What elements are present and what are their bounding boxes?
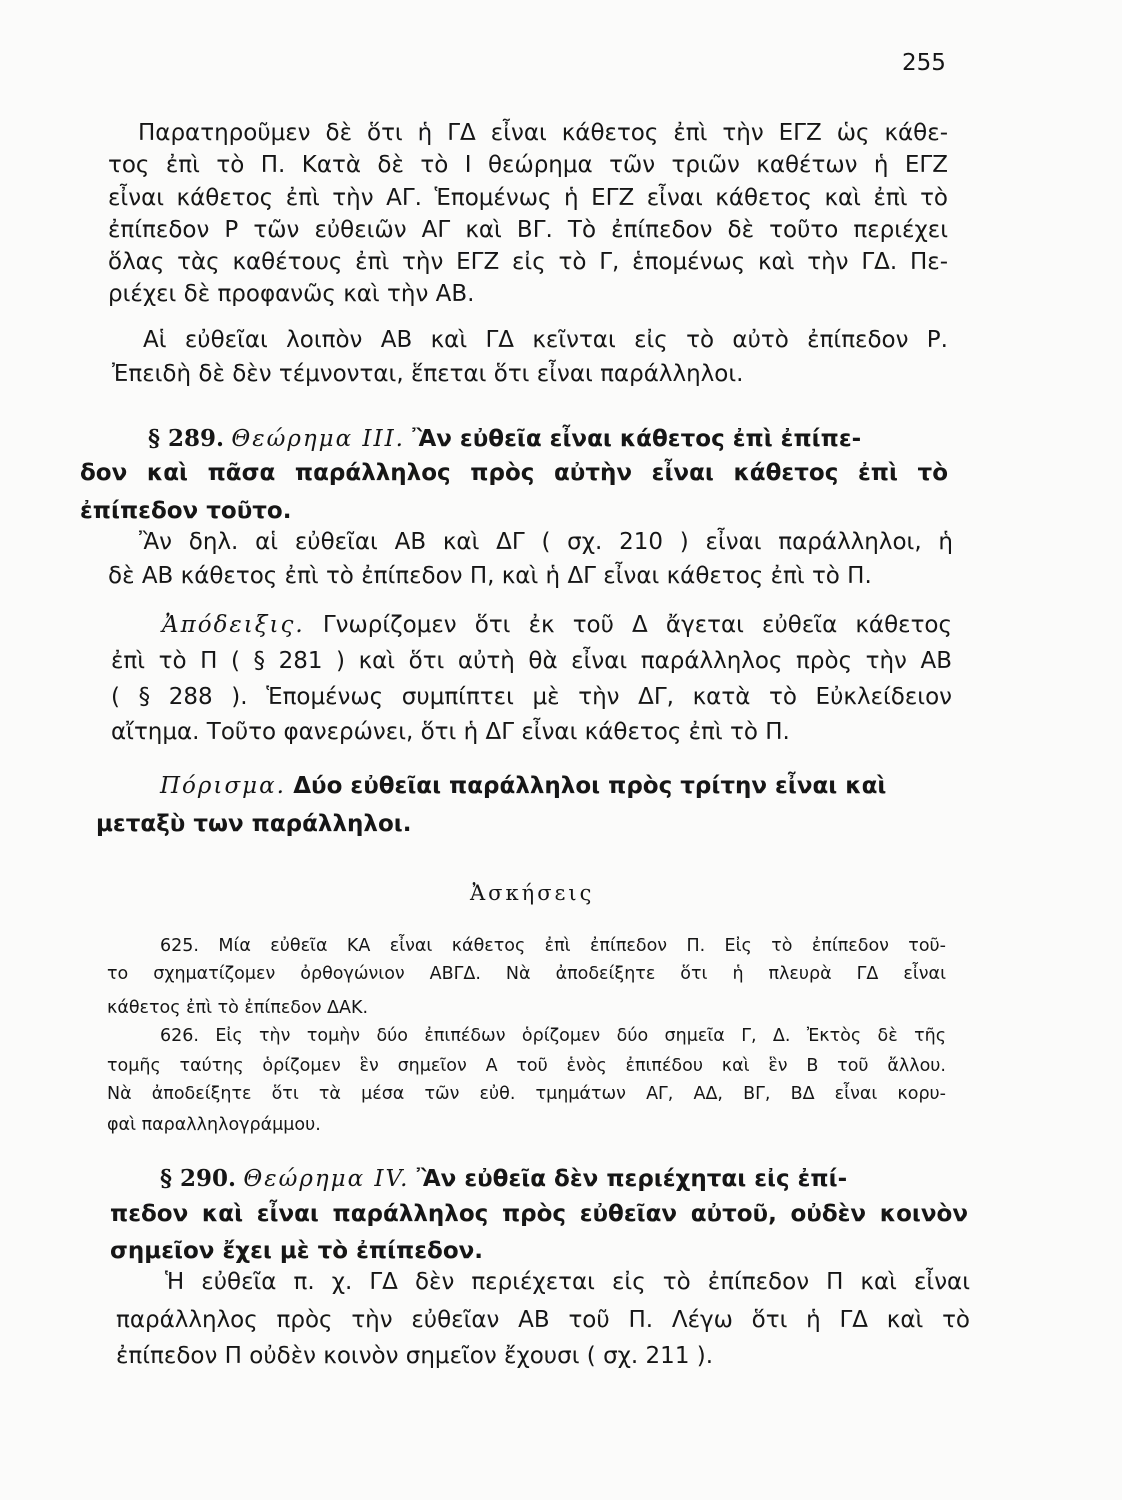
section-number: § 289.: [148, 425, 225, 452]
para2-line: Ἐπειδὴ δὲ δὲν τέμνονται, ἕπεται ὅτι εἶναι παράλληλοι.: [112, 361, 744, 387]
para1-line: τος ἐπὶ τὸ Π. Κατὰ δὲ τὸ Ι θεώρημα τῶν τριῶν καθέτων ἡ ΕΓΖ: [108, 152, 948, 178]
theorem-statement-line: πεδον καὶ εἶναι παράλληλος πρὸς εὐθεῖαν αὐτοῦ, οὐδὲν κοινὸν: [110, 1201, 968, 1227]
theorem-body-line: παράλληλος πρὸς τὴν εὐθεῖαν ΑΒ τοῦ Π. Λέγω ὅτι ἡ ΓΔ καὶ τὸ: [116, 1307, 970, 1333]
theorem-statement: Ἂν εὐθεῖα εἶναι κάθετος ἐπὶ ἐπίπε-: [412, 426, 862, 452]
para1-line: ἐπίπεδον Ρ τῶν εὐθειῶν ΑΓ καὶ ΒΓ. Τὸ ἐπίπεδον δὲ τοῦτο περιέχει: [108, 217, 948, 243]
para1-line: ὅλας τὰς καθέτους ἐπὶ τὴν ΕΓΖ εἰς τὸ Γ, ἑπομένως καὶ τὴν ΓΔ. Πε-: [108, 249, 948, 275]
theorem-statement-line: σημεῖον ἔχει μὲ τὸ ἐπίπεδον.: [110, 1238, 484, 1264]
exercise-625-line: 625. Μία εὐθεῖα ΚΑ εἶναι κάθετος ἐπὶ ἐπίπεδον Π. Εἰς τὸ ἐπίπεδον τοῦ-: [160, 936, 946, 956]
section-number: § 290.: [160, 1165, 237, 1192]
para1-line: ριέχει δὲ προφανῶς καὶ τὴν ΑΒ.: [108, 281, 475, 307]
proof-line: ἐπὶ τὸ Π ( § 281 ) καὶ ὅτι αὐτὴ θὰ εἶναι παράλληλος πρὸς τὴν ΑΒ: [111, 648, 952, 674]
exercises-title: Ἀσκήσεις: [470, 881, 595, 905]
proof-label: Ἀπόδειξις.: [162, 612, 305, 638]
theorem-label: Θεώρημα IV.: [243, 1166, 410, 1192]
proof-line: ( § 288 ). Ἑπομένως συμπίπτει μὲ τὴν ΔΓ, κατὰ τὸ Εὐκλείδειον: [111, 684, 952, 710]
exercise-626-line: φαὶ παραλληλογράμμου.: [107, 1115, 321, 1135]
theorem-label: Θεώρημα III.: [231, 426, 405, 452]
exercise-626-line: 626. Εἰς τὴν τομὴν δύο ἐπιπέδων ὁρίζομεν δύο σημεῖα Γ, Δ. Ἐκτὸς δὲ τῆς: [160, 1026, 946, 1046]
theorem-statement-line: δον καὶ πᾶσα παράλληλος πρὸς αὐτὴν εἶναι κάθετος ἐπὶ τὸ: [80, 460, 948, 486]
proof-text: Γνωρίζομεν ὅτι ἐκ τοῦ Δ ἄγεται εὐθεῖα κάθετος: [322, 612, 953, 638]
exercise-626-line: τομῆς ταύτης ὁρίζομεν ἓν σημεῖον Α τοῦ ἑνὸς ἐπιπέδου καὶ ἓν Β τοῦ ἄλλου.: [107, 1056, 946, 1076]
proof-line: αἴτημα. Τοῦτο φανερώνει, ὅτι ἡ ΔΓ εἶναι κάθετος ἐπὶ τὸ Π.: [111, 719, 790, 745]
theorem-body-line: ἐπίπεδον Π οὐδὲν κοινὸν σημεῖον ἔχουσι ( σχ. 211 ).: [116, 1343, 714, 1369]
theorem-statement: Ἂν εὐθεῖα δὲν περιέχηται εἰς ἐπί-: [416, 1166, 848, 1192]
proof-line: [162, 610, 952, 640]
exercise-625-line: κάθετος ἐπὶ τὸ ἐπίπεδον ΔΑΚ.: [107, 998, 369, 1018]
theorem-statement-line: ἐπίπεδον τοῦτο.: [80, 498, 292, 524]
corollary-label: Πόρισμα.: [160, 773, 286, 799]
theorem-body-line: Ἡ εὐθεῖα π. χ. ΓΔ δὲν περιέχεται εἰς τὸ ἐπίπεδον Π καὶ εἶναι: [165, 1269, 970, 1295]
theorem-body-line: δὲ ΑΒ κάθετος ἐπὶ τὸ ἐπίπεδον Π, καὶ ἡ ΔΓ εἶναι κάθετος ἐπὶ τὸ Π.: [108, 563, 872, 589]
page-number: 255: [902, 50, 946, 76]
exercise-625-line: το σχηματίζομεν ὀρθογώνιον ΑΒΓΔ. Νὰ ἀποδείξητε ὅτι ἡ πλευρὰ ΓΔ εἶναι: [107, 964, 946, 984]
theorem-290-heading: [160, 1164, 955, 1194]
exercise-626-line: Νὰ ἀποδείξητε ὅτι τὰ μέσα τῶν εὐθ. τμημάτων ΑΓ, ΑΔ, ΒΓ, ΒΔ εἶναι κορυ-: [107, 1084, 946, 1104]
para2-line: Αἱ εὐθεῖαι λοιπὸν ΑΒ καὶ ΓΔ κεῖνται εἰς τὸ αὐτὸ ἐπίπεδον Ρ.: [143, 327, 948, 353]
corollary-statement: Δύο εὐθεῖαι παράλληλοι πρὸς τρίτην εἶναι καὶ: [293, 773, 887, 799]
para1-line: Παρατηροῦμεν δὲ ὅτι ἡ ΓΔ εἶναι κάθετος ἐπὶ τὴν ΕΓΖ ὡς κάθε-: [138, 120, 948, 146]
corollary-statement-line: μεταξὺ των παράλληλοι.: [96, 811, 412, 837]
corollary-heading: [160, 771, 955, 801]
para1-line: εἶναι κάθετος ἐπὶ τὴν ΑΓ. Ἑπομένως ἡ ΕΓΖ εἶναι κάθετος καὶ ἐπὶ τὸ: [108, 185, 948, 211]
theorem-289-heading: [148, 424, 948, 454]
theorem-body-line: Ἂν δηλ. αἱ εὐθεῖαι ΑΒ καὶ ΔΓ ( σχ. 210 ) εἶναι παράλληλοι, ἡ: [139, 529, 953, 555]
